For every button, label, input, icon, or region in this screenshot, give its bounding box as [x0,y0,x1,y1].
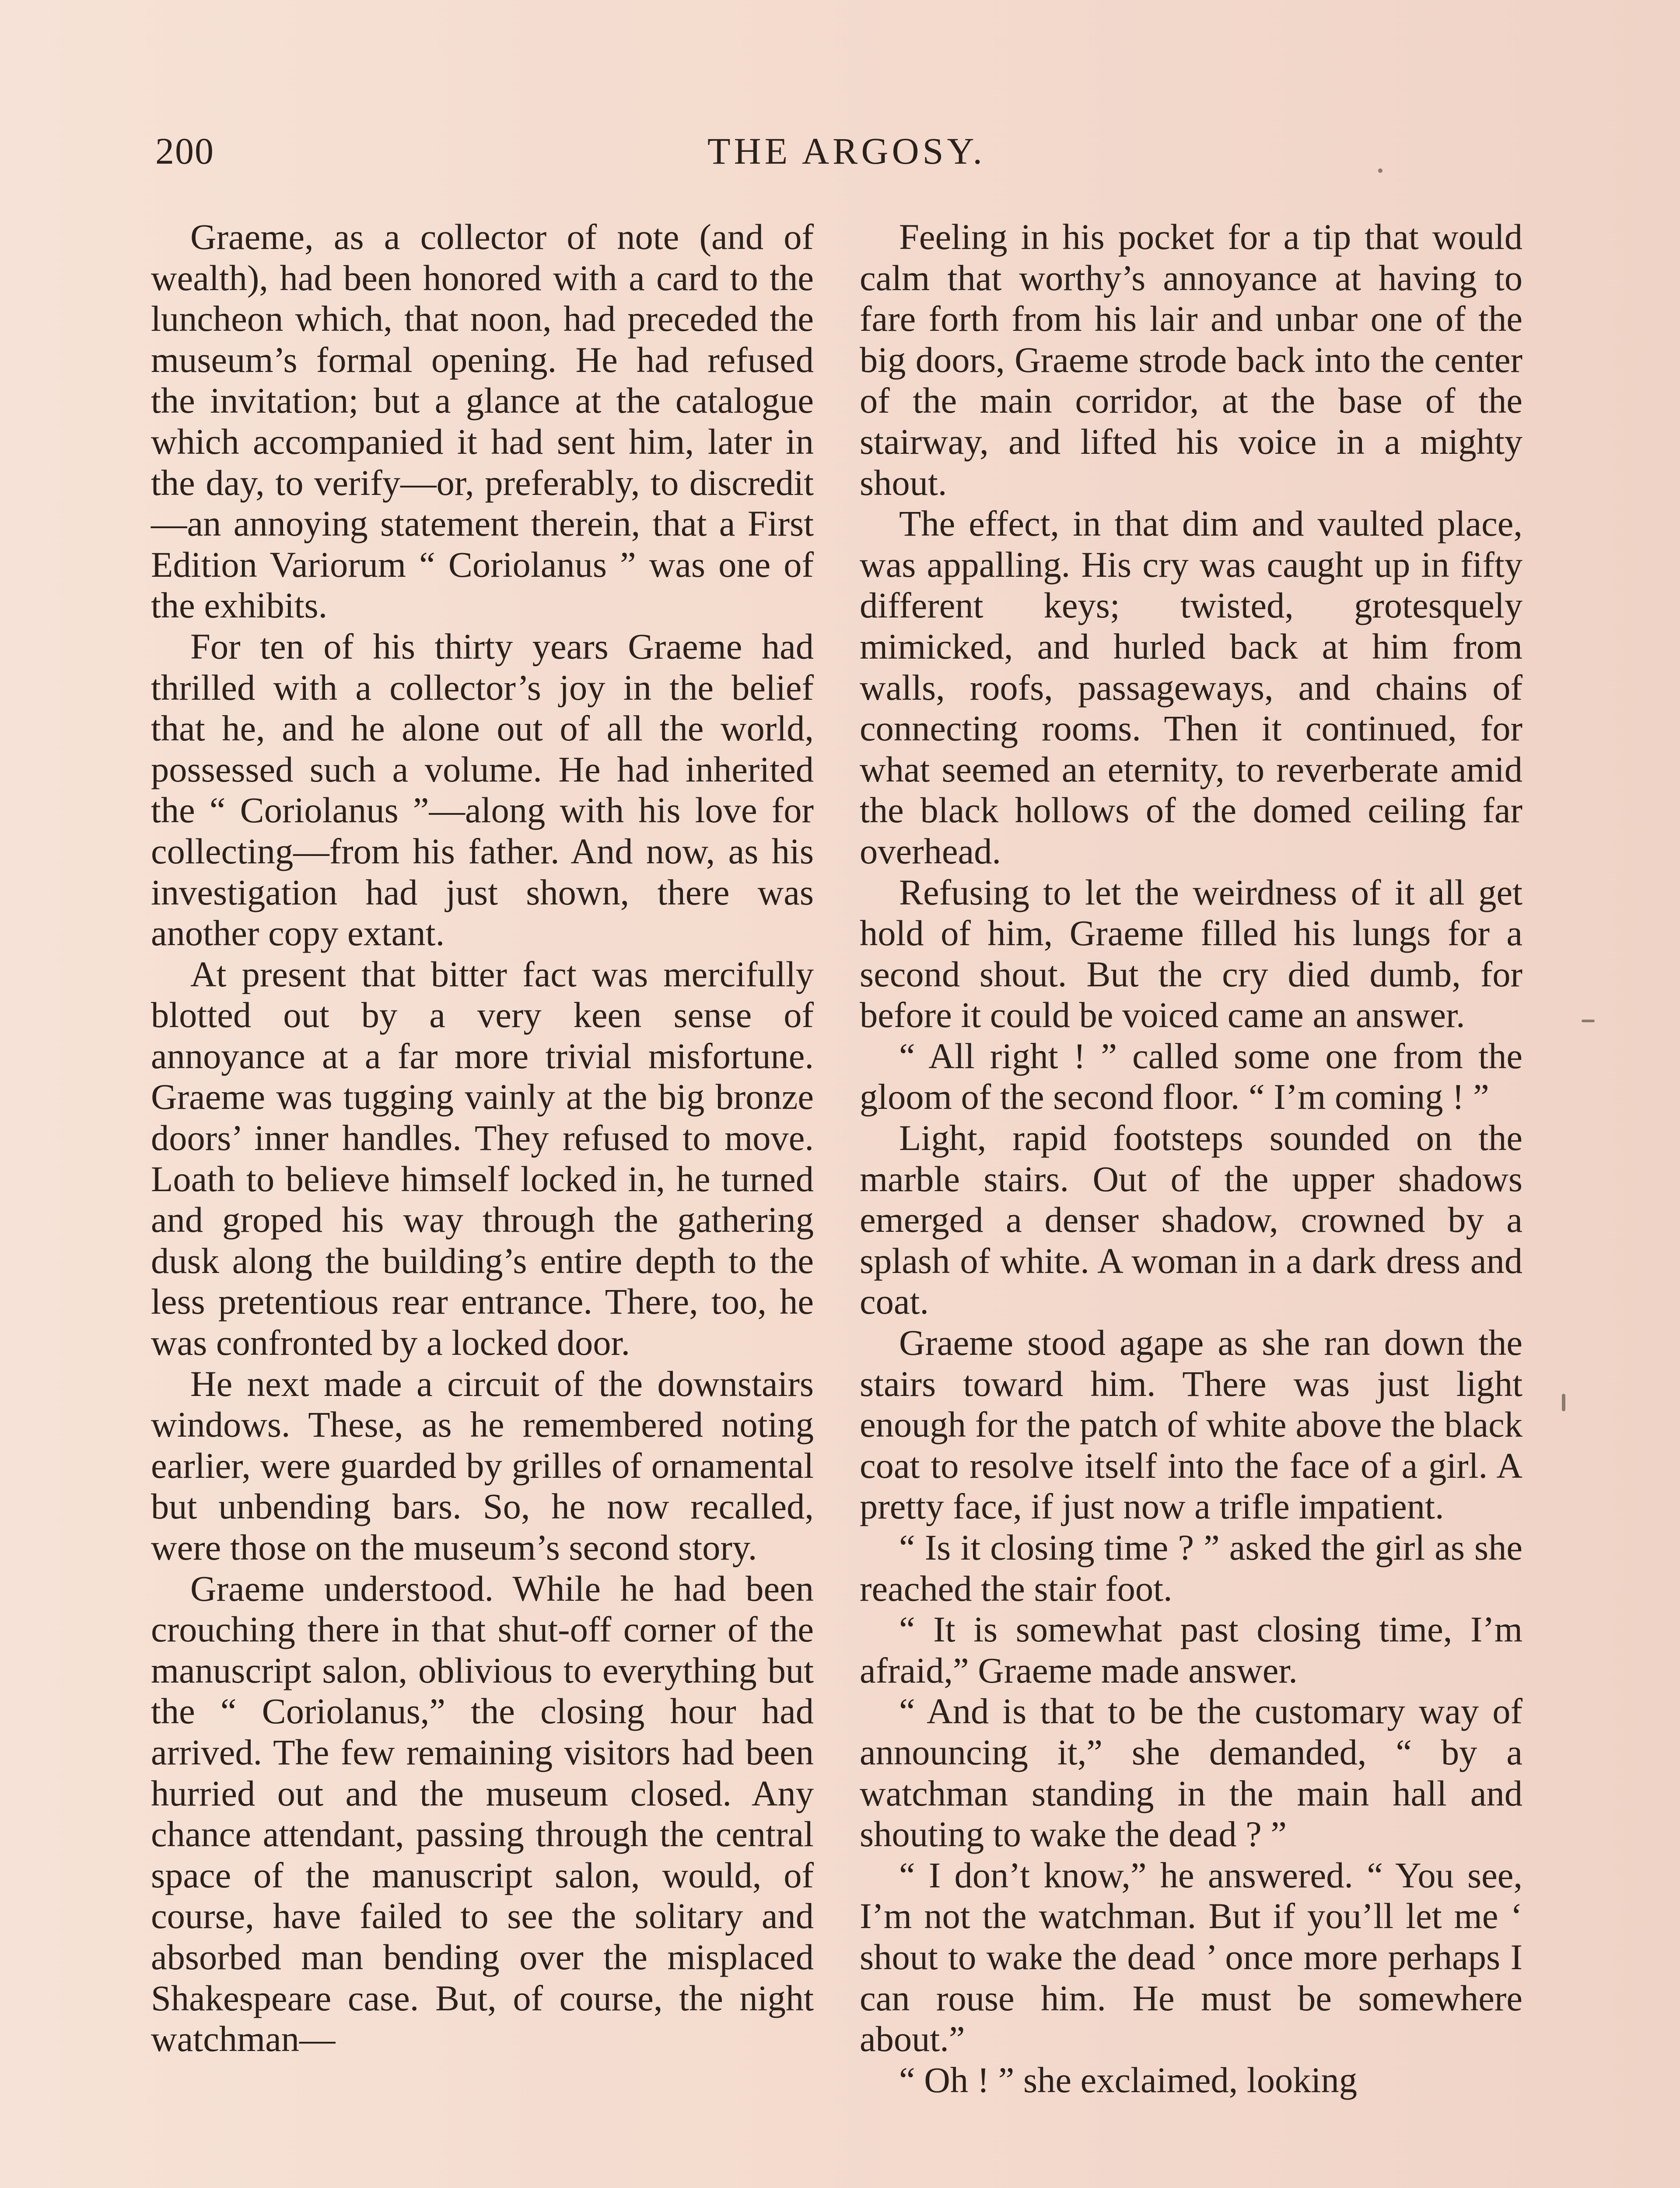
running-title: THE ARGOSY. [707,130,986,172]
paper-speck [1582,1020,1595,1022]
paragraph: Refusing to let the weirdness of it all get hold of him, Graeme filled his lungs for a second shout. But the cry died dumb, for before it could be voiced came an answer. [860,872,1522,1035]
paragraph: The effect, in that dim and vaulted place, was appalling. His cry was caught up in fifty different keys; twisted, grotesquely mimicked, and hurled back at him from walls, roofs, passageways, and chains of connecting rooms. Then it continued, for what seemed an eternity, to reverberate amid the black hollows of the domed ceiling far overhead. [860,503,1522,871]
paragraph: He next made a circuit of the downstairs windows. These, as he remembered noting earlier, were guarded by grilles of ornamental but unbending bars. So, he now recalled, were those on the museum’s second story. [151,1363,814,1567]
paper-speck [1378,168,1382,173]
paragraph: “ Oh ! ” she exclaimed, looking [899,2059,1357,2100]
right-column [860,217,1522,2100]
paragraph: “ All right ! ” called some one from the gloom of the second floor. “ I’m coming ! ” [860,1035,1522,1117]
paragraph: “ Is it closing time ? ” asked the girl as she reached the stair foot. [860,1527,1522,1609]
paragraph: Light, rapid footsteps sounded on the marble stairs. Out of the upper shadows emerged a denser shadow, crowned by a splash of white. A woman in a dark dress and coat. [860,1118,1522,1322]
page-number: 200 [155,130,214,172]
paragraph: Graeme stood agape as she ran down the stairs toward him. There was just light enough for the patch of white above the black coat to resolve itself into the face of a girl. A pretty face, if just now a trifle impatient. [860,1322,1522,1527]
paragraph: Feeling in his pocket for a tip that would calm that worthy’s annoyance at having to fare forth from his lair and unbar one of the big doors, Graeme strode back into the center of the main corridor, at the base of the stairway, and lifted his voice in a mighty shout. [860,217,1522,503]
page-header [155,127,1538,184]
paragraph: At present that bitter fact was mercifully blotted out by a very keen sense of annoyance at a far more trivial misfortune. Graeme was tugging vainly at the big bronze doors’ inner handles. They refused to move. Loath to believe himself locked in, he turned and groped his way through the gathering dusk along the building’s entire depth to the less pretentious rear entrance. There, too, he was confronted by a locked door. [151,954,814,1363]
paragraph: “ I don’t know,” he answered. “ You see, I’m not the watchman. But if you’ll let me ‘ shout to wake the dead ’ once more perhaps I can rouse him. He must be somewhere about.” [860,1855,1522,2059]
paragraph: For ten of his thirty years Graeme had thrilled with a collector’s joy in the belief that he, and he alone out of all the world, possessed such a volume. He had inherited the “ Coriolanus ”—along with his love for collecting—from his father. And now, as his investigation had just shown, there was another copy extant. [151,626,814,954]
paragraph: Graeme, as a collector of note (and of wealth), had been honored with a card to the luncheon which, that noon, had preceded the museum’s formal opening. He had refused the invitation; but a glance at the catalogue which accompanied it had sent him, later in the day, to verify—or, preferably, to discredit—an annoying statement therein, that a First Edition Variorum “ Coriolanus ” was one of the exhibits. [151,217,814,626]
paragraph: “ And is that to be the customary way of announcing it,” she demanded, “ by a watchman standing in the main hall and shouting to wake the dead ? ” [860,1691,1522,1855]
paragraph: “ It is somewhat past closing time, I’m afraid,” Graeme made answer. [860,1609,1522,1690]
paper-speck [1562,1394,1565,1411]
left-column [151,217,814,2060]
paragraph: Graeme understood. While he had been crouching there in that shut-off corner of the manuscript salon, oblivious to everything but the “ Coriolanus,” the closing hour had arrived. The few remaining visitors had been hurried out and the museum closed. Any chance attendant, passing through the central space of the manuscript salon, would, of course, have failed to see the solitary and absorbed man bending over the misplaced Shakespeare case. But, of course, the night watchman— [151,1568,814,2059]
